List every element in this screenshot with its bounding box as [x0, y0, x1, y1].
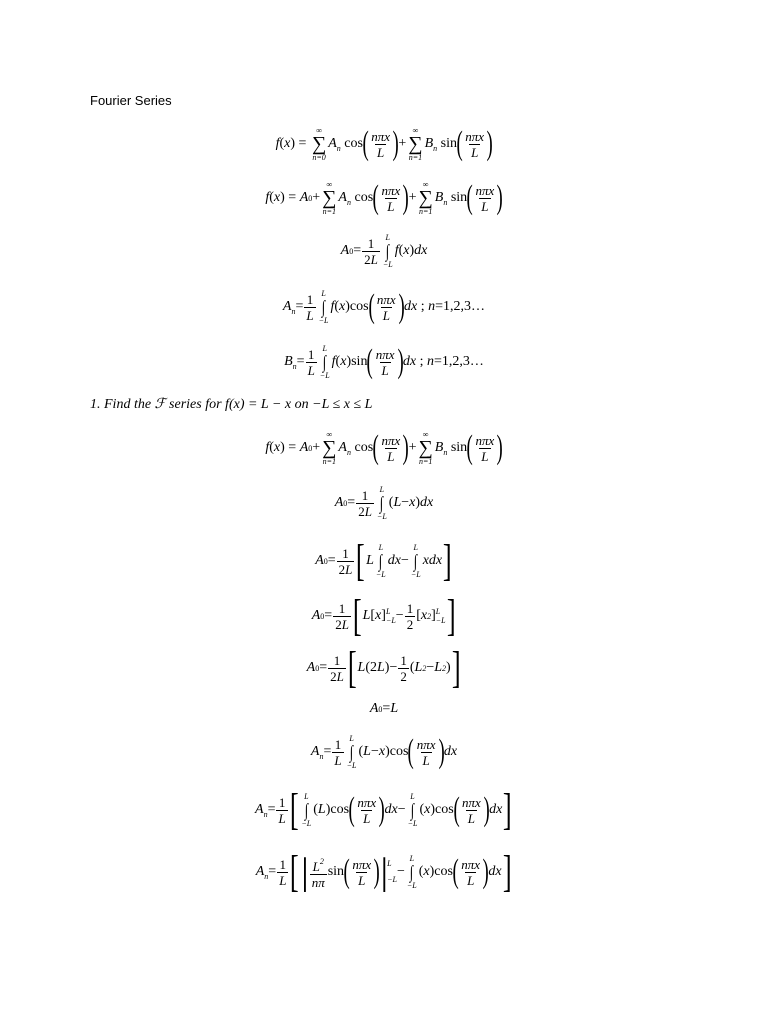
equation-6: f ( x ) = A 0 + ∞ ∑ n=1 $A_n$ cos ( $\frac{\text{nπx}}{L}$ ) + ∞ ∑ n=1 $B_n$ sin ( $\frac{\text{nπx}}{L}$ )	[265, 429, 504, 466]
equation-13: $A_n$ = $\frac{1}{L}$ [ L ∫ −L ( L )cos ( $\frac{\text{nπx}}{L}$ ) dx − L ∫ −L ( x )cos ( $\frac{\text{nπx}}{L}$ ) dx ]	[255, 785, 513, 834]
problem-statement: 1. Find the ℱ series for f(x) = L − x on −L ≤ x ≤ L	[90, 397, 373, 412]
equation-11: A 0 = L	[369, 701, 399, 716]
equation-3: A 0 = $\frac{1}{2L}$ L ∫ −L f ( x ) dx	[340, 233, 428, 269]
equation-14: $A_n$ = $\frac{1}{L}$ [ | $\frac{L^2}{n\pi}$ sin ( $\frac{\text{nπx}}{L}$ ) | L −L − L ∫ −L ( x )cos ( $\frac{\text{nπx}}{L}$ ) dx ]	[255, 847, 512, 896]
heading-fourier-series: Fourier Series	[90, 93, 172, 108]
equation-10: A 0 = $\frac{1}{2L}$ [ L (2 L )− $\frac{1}{2}$ ( L 2 − L 2 ) ]	[306, 643, 461, 692]
equation-9: A 0 = $\frac{1}{2L}$ [ L [ x ] L −L − $\frac{1}{2}$ [ x 2 ] L −L ]	[311, 591, 456, 640]
equation-1: f ( x ) = ∞ ∑ n=0 $A_n$ cos ( $\frac{\text{nπx}}{L}$ ) + ∞ ∑ n=1 $B_n$ sin ( $\frac{\text{nπx}}{L}$ )	[275, 125, 493, 162]
equation-4: $A_n$ = $\frac{1}{L}$ L ∫ −L f ( x )cos ( $\frac{\text{nπx}}{L}$ ) dx ; n =1,2,3…	[282, 288, 486, 325]
equation-8: A 0 = $\frac{1}{2L}$ [ L L ∫ −L dx − L ∫ −L xdx ]	[315, 536, 452, 585]
equation-12: $A_n$ = $\frac{1}{L}$ L ∫ −L ( L − x )cos ( $\frac{\text{nπx}}{L}$ ) dx	[310, 733, 458, 770]
equation-2: f ( x ) = A 0 + ∞ ∑ n=1 $A_n$ cos ( $\frac{\text{nπx}}{L}$ ) + ∞ ∑ n=1 $B_n$ sin ( $\frac{\text{nπx}}{L}$ )	[265, 179, 504, 216]
equation-5: $B_n$ = $\frac{1}{L}$ L ∫ −L f ( x )sin ( $\frac{\text{nπx}}{L}$ ) dx ; n =1,2,3…	[284, 343, 484, 380]
equation-7: A 0 = $\frac{1}{2L}$ L ∫ −L ( L − x ) dx	[334, 485, 434, 521]
